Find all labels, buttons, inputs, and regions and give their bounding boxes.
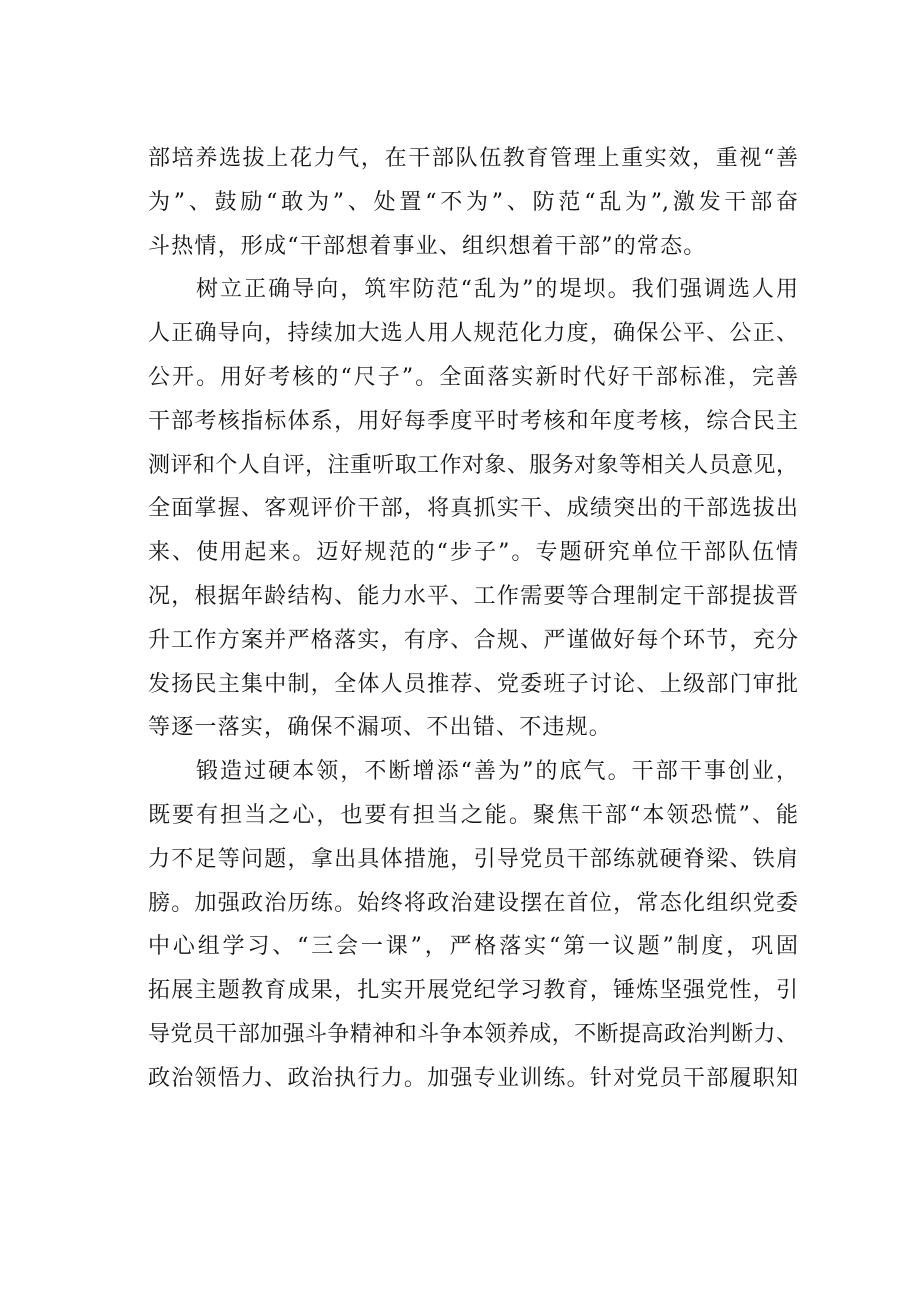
text-line: 既要有担当之心，也要有担当之能。聚焦干部“本领恐慌”、能 [148,802,798,828]
text-line: 公开。用好考核的“尺子”。全面落实新时代好干部标准，完善 [148,364,798,390]
paragraph-correct-orientation [148,268,798,750]
document-body [148,137,798,1101]
text-line: 锻造过硬本领，不断增添“善为”的底气。干部干事创业， [196,759,798,785]
text-line: 部培养选拔上花力气，在干部队伍教育管理上重实效，重视“善 [148,146,798,171]
text-line: 升工作方案并严格落实，有序、合规、严谨做好每个环节，充分 [148,627,798,653]
text-line: 发扬民主集中制，全体人员推荐、党委班子讨论、上级部门审批 [148,671,798,697]
text-line: 政治领悟力、政治执行力。加强专业训练。针对党员干部履职知 [148,1065,798,1091]
text-line: 为”、鼓励“敢为”、处置“不为”、防范“乱为”,激发干部奋 [148,189,798,215]
text-line: 况，根据年龄结构、能力水平、工作需要等合理制定干部提拔晋 [148,583,798,609]
text-line: 全面掌握、客观评价干部，将真抓实干、成绩突出的干部选拔出 [148,496,798,522]
text-line: 树立正确导向，筑牢防范“乱为”的堤坝。我们强调选人用 [196,277,798,303]
text-line: 力不足等问题，拿出具体措施，引导党员干部练就硬脊梁、铁肩 [148,846,798,872]
paragraph-continuation [148,137,798,268]
text-line: 测评和个人自评，注重听取工作对象、服务对象等相关人员意见， [148,452,798,478]
text-line: 等逐一落实，确保不漏项、不出错、不违规。 [148,715,613,741]
text-line: 膀。加强政治历练。始终将政治建设摆在首位，常态化组织党委 [148,890,798,916]
paragraph-forge-skills [148,750,798,1100]
text-line: 人正确导向，持续加大选人用人规范化力度，确保公平、公正、 [148,321,798,347]
text-line: 导党员干部加强斗争精神和斗争本领养成，不断提高政治判断力、 [148,1021,798,1047]
text-line: 斗热情，形成“干部想着事业、组织想着干部”的常态。 [148,233,707,259]
text-line: 中心组学习、“三会一课”，严格落实“第一议题”制度，巩固 [148,934,798,960]
text-line: 干部考核指标体系，用好每季度平时考核和年度考核，综合民主 [148,408,798,434]
text-line: 拓展主题教育成果，扎实开展党纪学习教育，锤炼坚强党性，引 [148,978,798,1004]
text-line: 来、使用起来。迈好规范的“步子”。专题研究单位干部队伍情 [148,540,798,566]
